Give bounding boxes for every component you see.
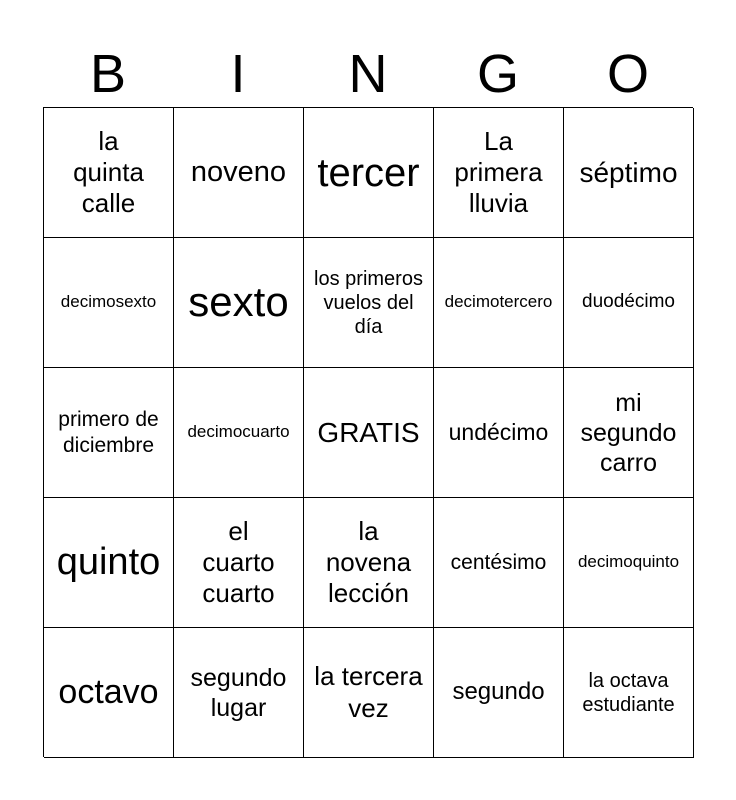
bingo-cell[interactable] bbox=[434, 498, 564, 628]
bingo-cell[interactable] bbox=[564, 628, 694, 758]
bingo-cell[interactable] bbox=[174, 628, 304, 758]
bingo-header bbox=[43, 42, 693, 104]
bingo-cell[interactable] bbox=[304, 498, 434, 628]
header-letter-i: I bbox=[230, 44, 246, 104]
header-letter-g: G bbox=[476, 44, 519, 104]
cell-text: mi segundo carro bbox=[580, 388, 677, 477]
bingo-cell[interactable] bbox=[304, 628, 434, 758]
bingo-cell[interactable] bbox=[434, 108, 564, 238]
cell-text: undécimo bbox=[448, 418, 549, 445]
cell-text: decimocuarto bbox=[187, 422, 290, 442]
bingo-cell[interactable] bbox=[304, 108, 434, 238]
cell-text: tercer bbox=[317, 150, 420, 195]
cell-text: duodécimo bbox=[582, 291, 675, 313]
cell-text: GRATIS bbox=[317, 416, 420, 448]
cell-text: la tercera vez bbox=[314, 661, 423, 723]
cell-text: segundo bbox=[452, 678, 545, 706]
cell-text: la octava estudiante bbox=[582, 669, 675, 716]
cell-text: quinto bbox=[56, 540, 161, 583]
bingo-cell[interactable] bbox=[174, 108, 304, 238]
bingo-cell[interactable] bbox=[44, 498, 174, 628]
header-letter-n: N bbox=[348, 44, 388, 104]
cell-text: la novena lección bbox=[325, 515, 412, 609]
bingo-cell[interactable] bbox=[44, 628, 174, 758]
cell-text: octavo bbox=[58, 673, 159, 712]
cell-text: centésimo bbox=[450, 550, 547, 574]
bingo-cell[interactable] bbox=[174, 498, 304, 628]
cell-text: decimoquinto bbox=[577, 552, 680, 572]
cell-text: La primera lluvia bbox=[454, 125, 543, 219]
cell-text: noveno bbox=[190, 156, 287, 189]
header-letter-o: O bbox=[606, 44, 649, 104]
header-letter-b: B bbox=[89, 44, 127, 104]
cell-text: el cuarto cuarto bbox=[202, 515, 275, 609]
bingo-cell[interactable] bbox=[44, 108, 174, 238]
bingo-cell[interactable] bbox=[304, 238, 434, 368]
cell-text: segundo lugar bbox=[190, 663, 287, 722]
bingo-cell[interactable] bbox=[564, 498, 694, 628]
bingo-cell[interactable] bbox=[564, 368, 694, 498]
bingo-cell[interactable] bbox=[434, 238, 564, 368]
bingo-cell[interactable] bbox=[434, 628, 564, 758]
bingo-cell[interactable] bbox=[44, 368, 174, 498]
bingo-cell[interactable] bbox=[304, 368, 434, 498]
bingo-cell[interactable] bbox=[174, 368, 304, 498]
bingo-cell[interactable] bbox=[564, 238, 694, 368]
bingo-board bbox=[43, 107, 693, 757]
cell-text: decimotercero bbox=[444, 292, 553, 312]
cell-text: la quinta calle bbox=[73, 125, 144, 219]
bingo-cell[interactable] bbox=[44, 238, 174, 368]
bingo-cell[interactable] bbox=[174, 238, 304, 368]
bingo-cell[interactable] bbox=[564, 108, 694, 238]
cell-text: decimosexto bbox=[60, 292, 157, 312]
cell-text: séptimo bbox=[579, 156, 678, 188]
cell-text: sexto bbox=[188, 278, 289, 326]
cell-text: primero de diciembre bbox=[58, 408, 159, 457]
cell-text: los primeros vuelos del día bbox=[314, 267, 423, 338]
bingo-cell[interactable] bbox=[434, 368, 564, 498]
